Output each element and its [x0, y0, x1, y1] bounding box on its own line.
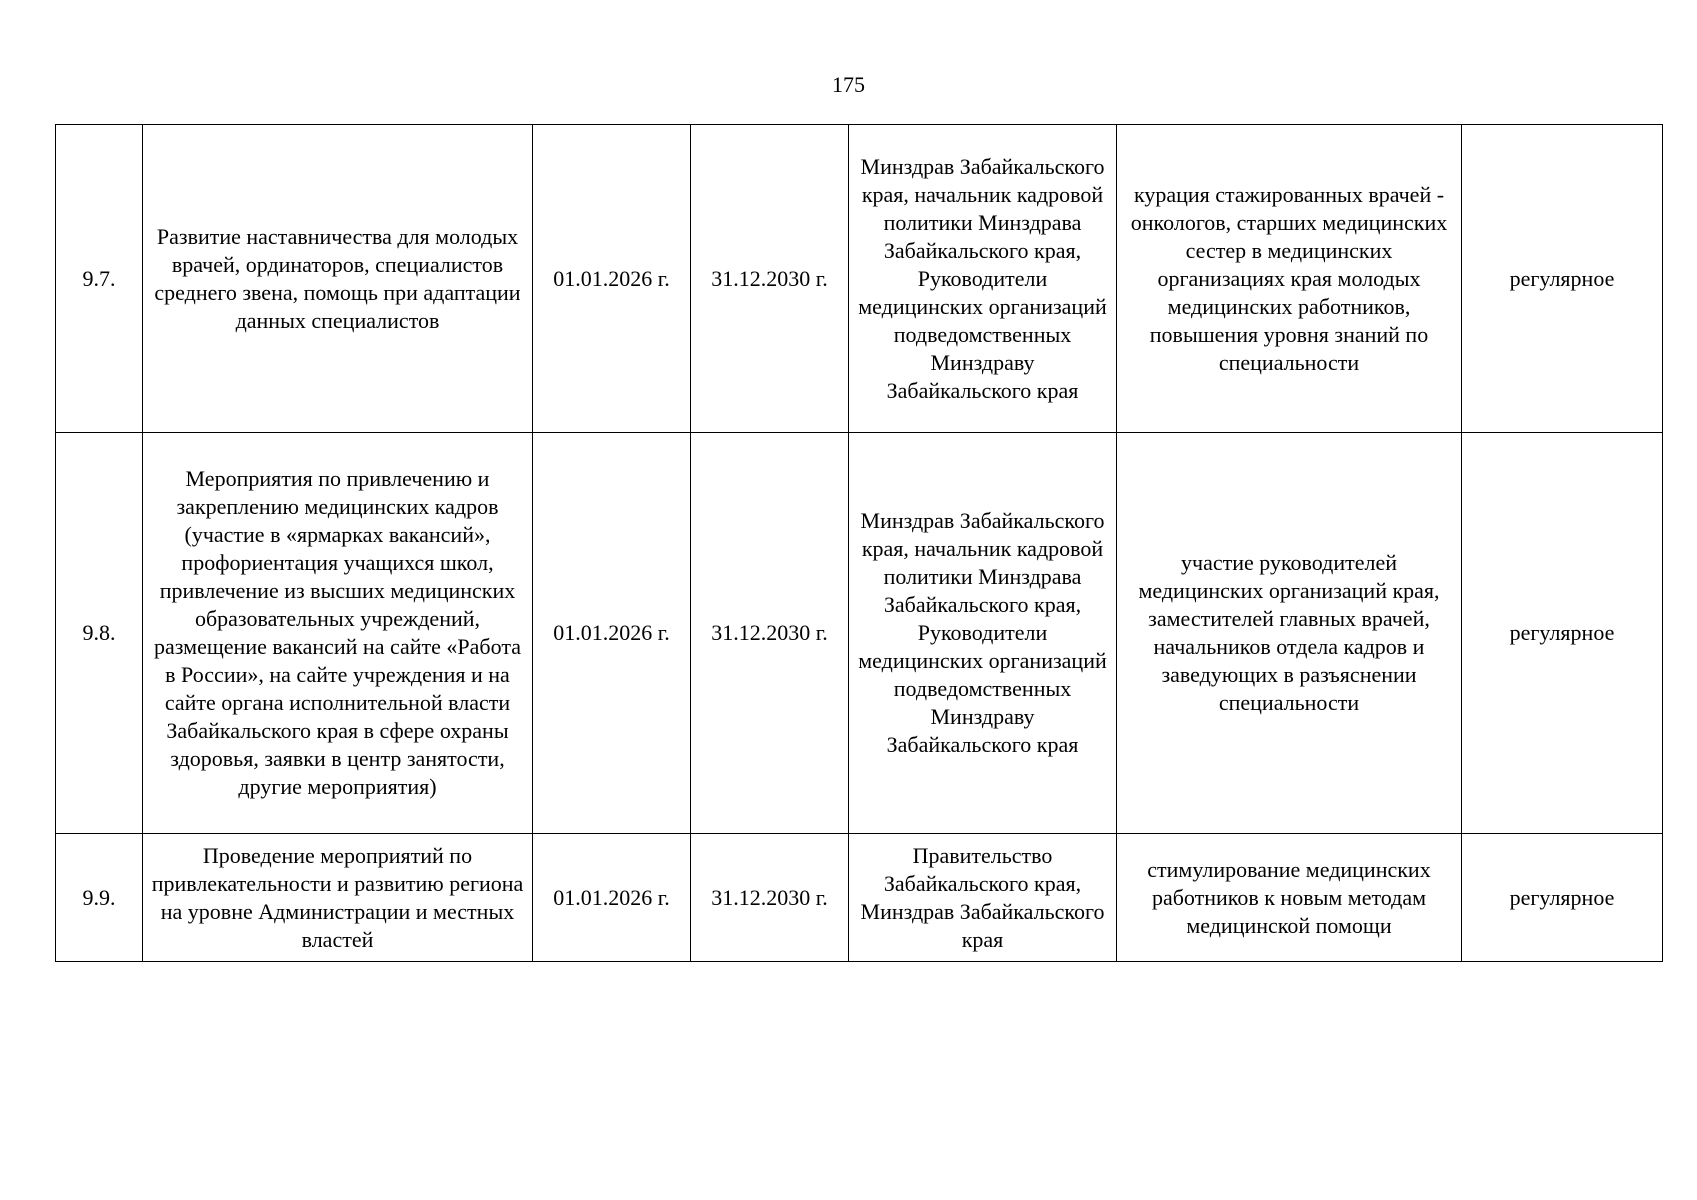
page-number: 175	[832, 72, 865, 97]
table-row	[56, 125, 1663, 433]
result-cell: участие руководителей медицинских организаций края, заместителей главных врачей, начальников отдела кадров и заведующих в разъяснении специальности	[1117, 433, 1462, 834]
end-date-cell: 31.12.2030 г.	[691, 125, 849, 433]
start-date-cell: 01.01.2026 г.	[533, 433, 691, 834]
end-date-cell: 31.12.2030 г.	[691, 834, 849, 962]
end-date-cell: 31.12.2030 г.	[691, 433, 849, 834]
responsible-cell: Правительство Забайкальского края, Минздрав Забайкальского края	[849, 834, 1117, 962]
frequency-cell: регулярное	[1462, 125, 1663, 433]
result-cell: курация стажированных врачей - онкологов, старших медицинских сестер в медицинских организациях края молодых медицинских работников, повышения уровня знаний по специальности	[1117, 125, 1462, 433]
activity-name-cell: Проведение мероприятий по привлекательности и развитию региона на уровне Администрации и местных властей	[143, 834, 533, 962]
frequency-cell: регулярное	[1462, 834, 1663, 962]
activities-table	[55, 124, 1663, 962]
table-row	[56, 834, 1663, 962]
row-number-cell: 9.7.	[56, 125, 143, 433]
start-date-cell: 01.01.2026 г.	[533, 125, 691, 433]
row-number-cell: 9.8.	[56, 433, 143, 834]
responsible-cell: Минздрав Забайкальского края, начальник кадровой политики Минздрава Забайкальского края, Руководители медицинских организаций подведомственных Минздраву Забайкальского края	[849, 433, 1117, 834]
activity-name-cell: Мероприятия по привлечению и закреплению медицинских кадров (участие в «ярмарках вакансий», профориентация учащихся школ, привлечение из высших медицинских образовательных учреждений, размещение вакансий на сайте «Работа в России», на сайте учреждения и на сайте органа исполнительной власти Забайкальского края в сфере охраны здоровья, заявки в центр занятости, другие мероприятия)	[143, 433, 533, 834]
frequency-cell: регулярное	[1462, 433, 1663, 834]
result-cell: стимулирование медицинских работников к новым методам медицинской помощи	[1117, 834, 1462, 962]
responsible-cell: Минздрав Забайкальского края, начальник кадровой политики Минздрава Забайкальского края, Руководители медицинских организаций подведомственных Минздраву Забайкальского края	[849, 125, 1117, 433]
start-date-cell: 01.01.2026 г.	[533, 834, 691, 962]
activity-name-cell: Развитие наставничества для молодых врачей, ординаторов, специалистов среднего звена, помощь при адаптации данных специалистов	[143, 125, 533, 433]
table-row	[56, 433, 1663, 834]
row-number-cell: 9.9.	[56, 834, 143, 962]
